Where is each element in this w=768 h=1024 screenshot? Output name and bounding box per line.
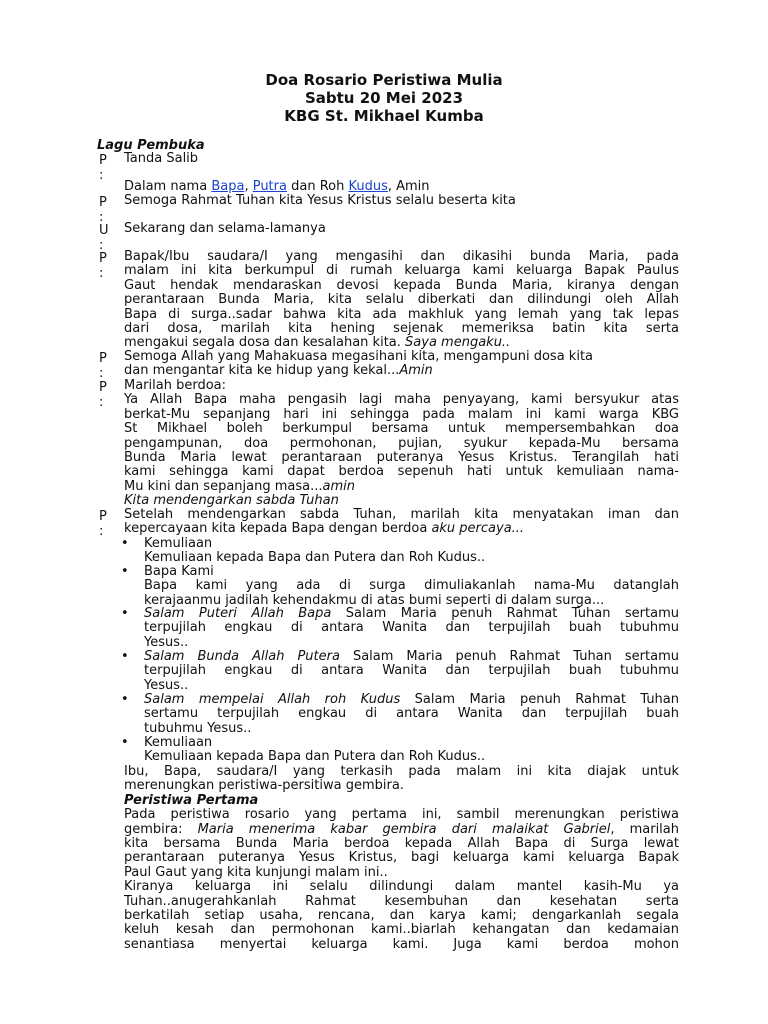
speaker-label: P : bbox=[99, 251, 107, 281]
document-date: Sabtu 20 Mei 2023 bbox=[304, 89, 464, 107]
paragraph-creed: Setelah mendengarkan sabda Tuhan, marilah kita menyatakan iman dan kepercayaan kita kepada Bapa dengan berdoa aku percaya... bbox=[124, 507, 679, 537]
bullet-icon: • bbox=[121, 536, 129, 551]
line-in-the-name: Dalam nama Bapa, Putra dan Roh Kudus, Amin bbox=[124, 179, 430, 194]
list-item-hail-mother: Salam Bunda Allah Putera Salam Maria penuh Rahmat Tuhan sertamu terpujilah engkau di antara Wanita dan terpujilah buah tubuhmu Yesus.. bbox=[144, 649, 679, 693]
link-kudus[interactable]: Kudus bbox=[348, 179, 388, 194]
list-item-glory-be-2: Kemuliaan Kemuliaan kepada Bapa dan Putera dan Roh Kudus.. bbox=[144, 735, 486, 765]
document-community: KBG St. Mikhael Kumba bbox=[284, 107, 484, 125]
link-bapa[interactable]: Bapa bbox=[211, 179, 245, 194]
bullet-icon: • bbox=[121, 692, 129, 707]
section-heading-opening-song: Lagu Pembuka bbox=[97, 138, 205, 153]
speaker-label: P : bbox=[99, 351, 107, 381]
document-title: Doa Rosario Peristiwa Mulia bbox=[265, 71, 503, 89]
speaker-label: P : bbox=[99, 195, 107, 225]
link-putra[interactable]: Putra bbox=[252, 179, 287, 194]
speaker-label: U : bbox=[99, 223, 109, 253]
paragraph-invitation: Ibu, Bapa, saudara/I yang terkasih pada malam ini kita diajak untuk merenungkan peristiwa-persitiwa gembira. Peristiwa Pertama Pada peristiwa rosario yang pertama ini, sambil merenungkan peristiwa gembira: Maria menerima kabar gembira dari malaikat Gabriel, marilah kita bersama Bunda Maria berdoa kepada Allah Bapa di Surga lewat perantaraan puteranya Yesus Kristus, bagi keluarga kami keluarga Bapak Paul Gaut yang kita kunjungi malam ini.. Kiranya keluarga ini selalu dilindungi dalam mantel kasih-Mu ya Tuhan..anugerahkanlah Rahmat kesembuhan dan kesehatan serta berkatilah setiap usaha, rencana, dan karya kami; dengarkanlah segala keluh kesah dan permohonan kami..biarlah kehangatan dan kedamaian senantiasa menyertai keluarga kami. Juga kami berdoa mohon bbox=[124, 764, 679, 952]
line-grace: Semoga Rahmat Tuhan kita Yesus Kristus selalu beserta kita bbox=[124, 193, 516, 208]
bullet-icon: • bbox=[121, 606, 129, 621]
subheading-first-mystery: Peristiwa Pertama bbox=[124, 792, 259, 808]
bullet-icon: • bbox=[121, 735, 129, 750]
list-item-hail-daughter: Salam Puteri Allah Bapa Salam Maria penuh Rahmat Tuhan sertamu terpujilah engkau di antara Wanita dan terpujilah buah tubuhmu Yesus.. bbox=[144, 606, 679, 650]
list-item-our-father: Bapa Kami Bapa kami yang ada di surga dimuliakanlah nama-Mu datanglah kerajaanmu jadilah kehendakmu di atas bumi seperti di dalam surga... bbox=[144, 564, 679, 608]
paragraph-opening-prayer: Marilah berdoa: Ya Allah Bapa maha pengasih lagi maha penyayang, kami bersyukur atas berkat-Mu sepanjang hari ini sehingga pada malam ini kami warga KBG St Mikhael boleh berkumpul bersama untuk mempersembahkan doa pengampunan, doa permohonan, pujian, syukur kepada-Mu bersama Bunda Maria lewat perantaraan puteranya Yesus Kristus. Terangilah hati kami sehingga kami dapat berdoa sepenuh hati untuk kemuliaan nama- Mu kini dan sepanjang masa...amin Kita mendengarkan sabda Tuhan bbox=[124, 378, 679, 509]
speaker-label: P : bbox=[99, 509, 107, 539]
bullet-icon: • bbox=[121, 649, 129, 664]
line-response-forever: Sekarang dan selama-lamanya bbox=[124, 221, 326, 236]
paragraph-introduction: Bapak/Ibu saudara/I yang mengasihi dan dikasihi bunda Maria, pada malam ini kita berkumpul di rumah keluarga kami keluarga Bapak Paulus Gaut hendak mendaraskan devosi kepada Bunda Maria, kiranya dengan perantaraan Bunda Maria, kita selalu diberkati dan dilindungi oleh Allah Bapa di surga..sadar bahwa kita ada makhluk yang lemah yang tak lepas dari dosa, marilah kita hening sejenak memeriksa batin kita serta mengakui segala dosa dan kesalahan kita. Saya mengaku.. bbox=[124, 249, 679, 351]
speaker-label: P : bbox=[99, 153, 107, 183]
list-item-hail-spouse: Salam mempelai Allah roh Kudus Salam Maria penuh Rahmat Tuhan sertamu terpujilah engkau di antara Wanita dan terpujilah buah tubuhmu Yesus.. bbox=[144, 692, 679, 736]
line-sign-of-cross: Tanda Salib bbox=[124, 151, 199, 166]
paragraph-absolution: Semoga Allah yang Mahakuasa megasihani kita, mengampuni dosa kita dan mengantar kita ke hidup yang kekal...Amin bbox=[124, 349, 594, 379]
list-item-glory-be: Kemuliaan Kemuliaan kepada Bapa dan Putera dan Roh Kudus.. bbox=[144, 536, 486, 566]
bullet-icon: • bbox=[121, 564, 129, 579]
speaker-label: P : bbox=[99, 380, 107, 410]
